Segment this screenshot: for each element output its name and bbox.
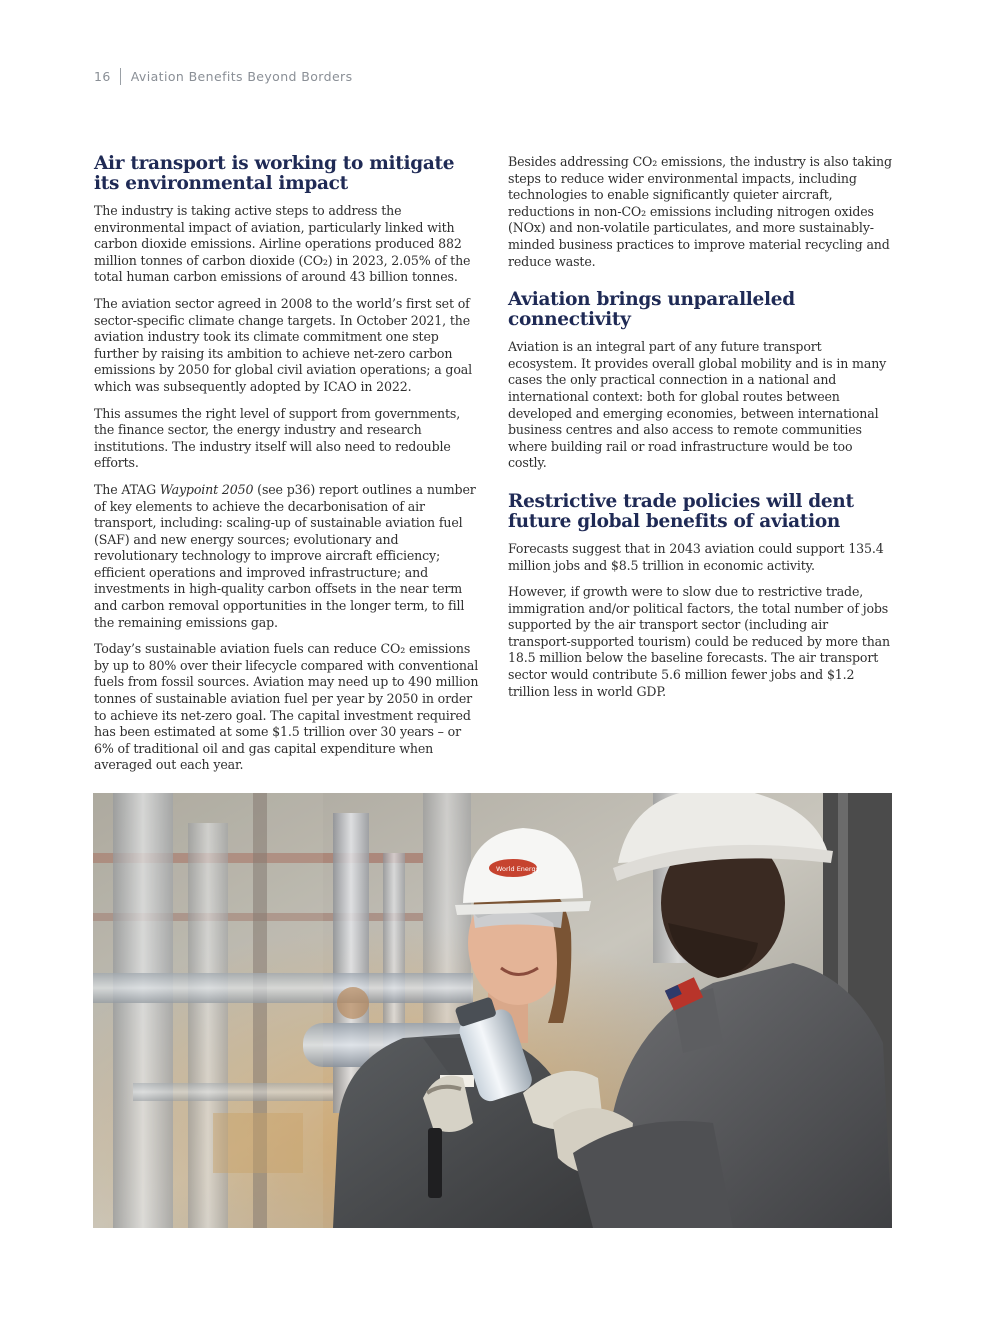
body-paragraph: Forecasts suggest that in 2043 aviation could support 135.4 million jobs and $8.5 trillion in economic activity. [508,540,884,573]
helmet-logo-text: World Energy [496,865,540,873]
section-heading-environmental-impact: Air transport is working to mitigate its environmental impact [94,153,455,194]
running-header [94,68,353,85]
section-heading-connectivity: Aviation brings unparalleled connectivity [508,289,795,331]
publication-title: Aviation Benefits Beyond Borders [130,69,353,84]
photo-refinery-workers [93,793,892,1228]
right-column [508,154,894,700]
body-paragraph: Besides addressing CO₂ emissions, the industry is also taking steps to reduce wider environmental impacts, including technologies to enable significantly quieter aircraft, reductions in non-CO₂ emissions including nitrogen oxides (NOx) and non-volatile particulates, and more sustainably-minded business practices to improve material recycling and reduce waste. [508,154,892,269]
body-paragraph: Aviation is an integral part of any future transport ecosystem. It provides overall global mobility and is in many cases the only practical connection in a national and international context: both for global routes between developed and emerging economies, between international business centres and also access to remote communities where building rail or road infrastructure would be too costly. [508,339,887,471]
body-paragraph: The aviation sector agreed in 2008 to the world’s first set of sector-specific climate change targets. In October 2021, the aviation industry took its climate commitment one step further by raising its ambition to achieve net-zero carbon emissions by 2050 for global civil aviation operations; a goal which was subsequently adopted by ICAO in 2022. [94,295,473,394]
page-number: 16 [94,69,111,84]
body-paragraph: The industry is taking active steps to address the environmental impact of aviation, particularly linked with carbon dioxide emissions. Airline operations produced 882 million tonnes of carbon dioxide (CO₂) in 2023, 2.05% of the total human carbon emissions of around 43 billion tonnes. [94,203,471,285]
section-heading-trade-policies: Restrictive trade policies will dent future global benefits of aviation [508,490,854,532]
waypoint-report-title: Waypoint 2050 [159,481,254,497]
body-paragraph-waypoint [94,482,480,631]
photo-illustration [93,793,892,1228]
left-column [94,154,480,774]
body-paragraph: However, if growth were to slow due to restrictive trade, immigration and/or political factors, the total number of jobs supported by the air transport sector (including air transport-supported tourism) could be reduced by more than 18.5 million below the baseline forecasts. The air transport sector would contribute 5.6 million fewer jobs and $1.2 trillion less in world GDP. [508,584,890,699]
header-divider [120,68,121,85]
waypoint-text-after: (see p36) report outlines a number of key elements to achieve the decarbonisation of air transport, including: scaling-up of sustainable aviation fuel (SAF) and new energy sources; evolutionary and revolutionary technology to improve aircraft efficiency; efficient operations and improved infrastructure; and investments in high-quality carbon offsets in the near term and carbon removal opportunities in the longer term, to fill the remaining emissions gap. [94,481,476,630]
waypoint-text-before: The ATAG [94,481,160,497]
body-paragraph: Today’s sustainable aviation fuels can reduce CO₂ emissions by up to 80% over their lifecycle compared with conventional fuels from fossil sources. Aviation may need up to 490 million tonnes of sustainable aviation fuel per year by 2050 in order to achieve its net-zero goal. The capital investment required has been estimated at some $1.5 trillion over 30 years – or 6% of traditional oil and gas capital expenditure when averaged out each year. [94,641,479,773]
body-paragraph: This assumes the right level of support from governments, the finance sector, the energy industry and research institutions. The industry itself will also need to redouble efforts. [94,405,461,471]
